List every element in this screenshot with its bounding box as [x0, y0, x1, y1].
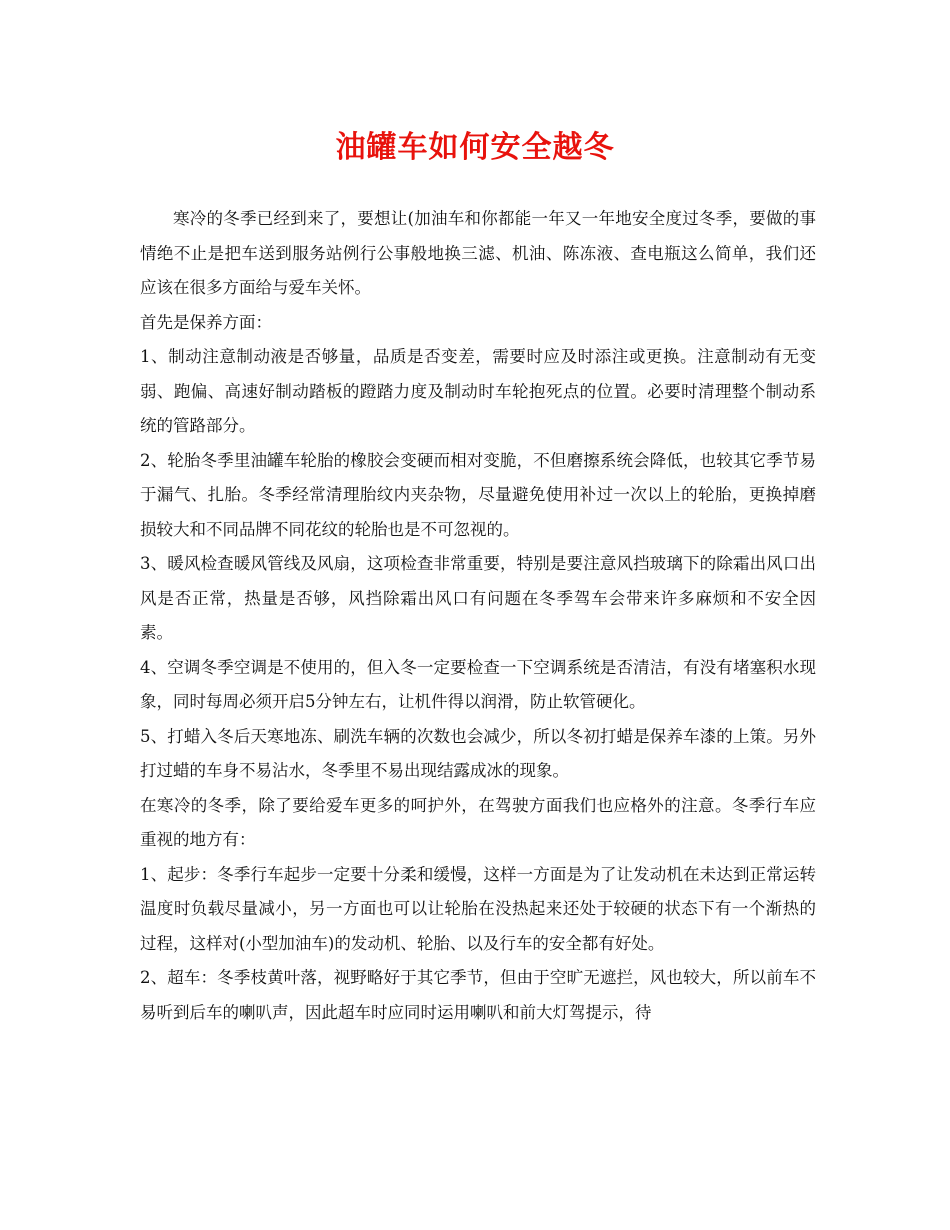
- maintenance-item-brakes: 1、制动注意制动液是否够量，品质是否变差，需要时应及时添注或更换。注意制动有无变弱、跑偏、高速好制动踏板的蹬踏力度及制动时车轮抱死点的位置。必要时清理整个制动系统的管路部分。: [140, 347, 816, 435]
- document-body: [140, 202, 816, 1030]
- driving-item-starting: 1、起步：冬季行车起步一定要十分柔和缓慢，这样一方面是为了让发动机在未达到正常运转温度时负载尽量减小，另一方面也可以让轮胎在没热起来还处于较硬的状态下有一个渐热的过程，这样对(小型加油车)的发动机、轮胎、以及行车的安全都有好处。: [140, 864, 816, 953]
- document-title: 油罐车如何安全越冬: [335, 130, 615, 165]
- section-heading-maintenance: 首先是保养方面：: [140, 312, 272, 332]
- maintenance-item-waxing: 5、打蜡入冬后天寒地冻、刷洗车辆的次数也会减少，所以冬初打蜡是保养车漆的上策。另外打过蜡的车身不易沾水，冬季里不易出现结露成冰的现象。: [140, 726, 816, 780]
- driving-item-overtaking: 2、超车：冬季枝黄叶落，视野略好于其它季节，但由于空旷无遮拦，风也较大，所以前车不易听到后车的喇叭声，因此超车时应同时运用喇叭和前大灯驾提示，待: [140, 968, 816, 1022]
- intro-paragraph: 寒冷的冬季已经到来了，要想让(加油车和你都能一年又一年地安全度过冬季，要做的事情绝不止是把车送到服务站例行公事般地换三滤、机油、陈冻液、查电瓶这么简单，我们还应该在很多方面给与爱车关怀。: [140, 209, 816, 297]
- maintenance-item-air-conditioning: 4、空调冬季空调是不使用的，但入冬一定要检查一下空调系统是否清洁，有没有堵塞积水现象，同时每周必须开启5分钟左右，让机件得以润滑，防止软管硬化。: [140, 657, 816, 711]
- maintenance-item-tires: 2、轮胎冬季里油罐车轮胎的橡胶会变硬而相对变脆，不但磨擦系统会降低，也较其它季节易于漏气、扎胎。冬季经常清理胎纹内夹杂物，尽量避免使用补过一次以上的轮胎，更换掉磨损较大和不同品牌不同花纹的轮胎也是不可忽视的。: [140, 450, 816, 539]
- maintenance-item-heater: 3、暖风检查暖风管线及风扇，这项检查非常重要，特别是要注意风挡玻璃下的除霜出风口出风是否正常，热量是否够，风挡除霜出风口有问题在冬季驾车会带来许多麻烦和不安全因素。: [140, 554, 816, 642]
- section-heading-driving: 在寒冷的冬季，除了要给爱车更多的呵护外，在驾驶方面我们也应格外的注意。冬季行车应重视的地方有：: [140, 795, 816, 849]
